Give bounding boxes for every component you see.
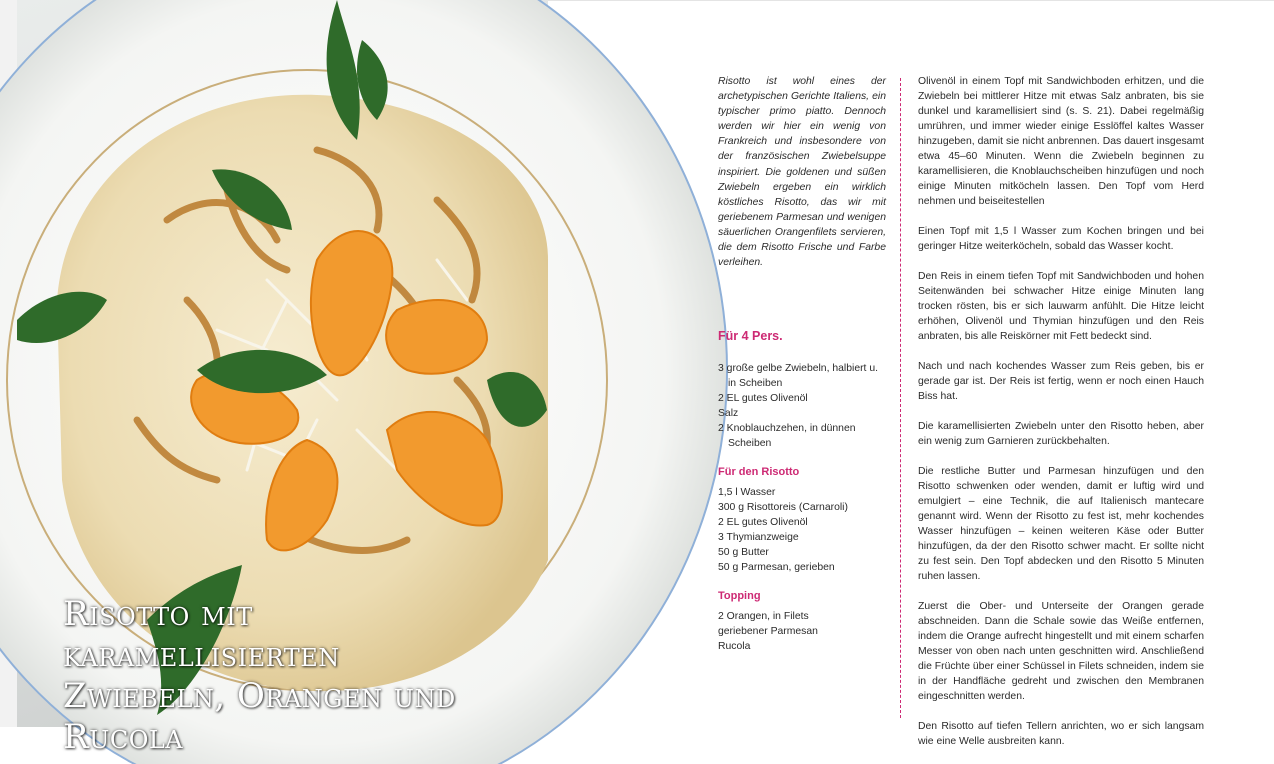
recipe-intro: Risotto ist wohl eines der archetypischen Gerichte Italiens, ein typischer primo piatto. Dennoch werden wir hier ein wenig von Frankreich und insbesondere von der französischen Zwiebelsuppe inspiriert. Die goldenen und süßen Zwiebeln ergeben ein wirklich köstliches Risotto, das wir mit geriebenem Parmesan und wenigen säuerlichen Orangenfilets servieren, die dem Risotto Frische und Farbe verleihen. xyxy=(718,76,886,269)
ingredient-item: 3 Thymianzweige xyxy=(718,532,799,543)
ingredient-item: Rucola xyxy=(718,641,751,652)
recipe-title xyxy=(63,594,533,758)
method-step: Einen Topf mit 1,5 l Wasser zum Kochen bringen und bei geringer Hitze weiterköcheln, sobald das Wasser kocht. xyxy=(918,226,1204,252)
ingredient-item: 3 große gelbe Zwiebeln, halbiert u. in Scheiben xyxy=(718,363,878,389)
method-step: Zuerst die Ober- und Unterseite der Orangen gerade abschneiden. Dann die Schale sowie das Weiße entfernen, indem die Orange aufrecht hingestellt und mit einem scharfen Messer von oben nach unten geschnitten wird. Anschließend die Früchte über einer Schüssel in Filets schneiden, indem sie in der Handfläche gedreht und zwischen den Membranen eingeschnitten werden. xyxy=(918,601,1204,702)
column-divider xyxy=(900,78,901,718)
method-step: Den Reis in einem tiefen Topf mit Sandwichboden und hohen Seitenwänden bei schwacher Hitze einige Minuten lang trocken rösten, bis er sich lauwarm anfühlt. Die Hitze leicht erhöhen, Olivenöl und Thymian hinzufügen und den Reis anbraten, bis alle Reiskörner mit Fett bedeckt sind. xyxy=(918,271,1204,342)
ingredients-main-list xyxy=(718,361,888,451)
method-step: Nach und nach kochendes Wasser zum Reis geben, bis er gerade gar ist. Der Reis ist fertig, wenn er noch einen Hauch Biss hat. xyxy=(918,361,1204,402)
method-step: Den Risotto auf tiefen Tellern anrichten, wo er sich langsam wie eine Welle ausbreiten kann. xyxy=(918,721,1204,747)
method-step: Die karamellisierten Zwiebeln unter den Risotto heben, aber ein wenig zum Garnieren zurückbehalten. xyxy=(918,421,1204,447)
ingredient-item: Salz xyxy=(718,408,739,419)
ingredients-risotto-list xyxy=(718,485,888,575)
risotto-ingredients-heading: Für den Risotto xyxy=(718,466,800,478)
ingredient-item: 2 EL gutes Olivenöl xyxy=(718,517,808,528)
page-top-rule xyxy=(548,0,1274,1)
method-step: Olivenöl in einem Topf mit Sandwichboden erhitzen, und die Zwiebeln bei mittlerer Hitze mit etwas Salz anbraten, bis sie dunkel und karamellisiert sind (s. S. 21). Dabei regelmäßig umrühren, und immer wieder einige Esslöffel kaltes Wasser hinzugeben, damit sie nicht anbrennen. Das dauert insgesamt etwa 45–60 Minuten. Wenn die Zwiebeln beginnen zu karamellisieren, die Knoblauchscheiben hinzufügen und noch einige Minuten mitköcheln lassen. Den Topf vom Herd nehmen und beiseitestellen xyxy=(918,76,1204,207)
ingredient-item: 50 g Parmesan, gerieben xyxy=(718,562,835,573)
method-step: Die restliche Butter und Parmesan hinzufügen und den Risotto schwenken oder wenden, damit er luftig wird und emulgiert – eine Technik, die auf Italienisch mantecare genannt wird. Wenn der Risotto zu fest ist, mehr kochendes Wasser hinzufügen – keinen weiteren Käse oder Butter hinzufügen, da der den Risotto schwer macht. Er sollte nicht zu fest sein. Den Topf abdecken und den Risotto 5 Minuten ruhen lassen. xyxy=(918,466,1204,582)
topping-heading: Topping xyxy=(718,590,761,602)
recipe-photo xyxy=(17,0,548,757)
method-steps xyxy=(918,74,1204,764)
ingredients-topping-list xyxy=(718,609,888,654)
ingredient-item: 300 g Risottoreis (Carnaroli) xyxy=(718,502,848,513)
ingredient-item: 2 EL gutes Olivenöl xyxy=(718,393,808,404)
ingredient-item: 1,5 l Wasser xyxy=(718,487,776,498)
servings-heading: Für 4 Pers. xyxy=(718,329,783,343)
ingredient-item: 2 Knoblauchzehen, in dünnen Scheiben xyxy=(718,423,856,449)
ingredient-item: 50 g Butter xyxy=(718,547,769,558)
ingredient-item: geriebener Parmesan xyxy=(718,626,818,637)
recipe-title-line-1: Risotto mit karamellisierten xyxy=(63,594,340,675)
recipe-title-line-2: Zwiebeln, Orangen und Rucola xyxy=(63,676,456,757)
ingredient-item: 2 Orangen, in Filets xyxy=(718,611,809,622)
